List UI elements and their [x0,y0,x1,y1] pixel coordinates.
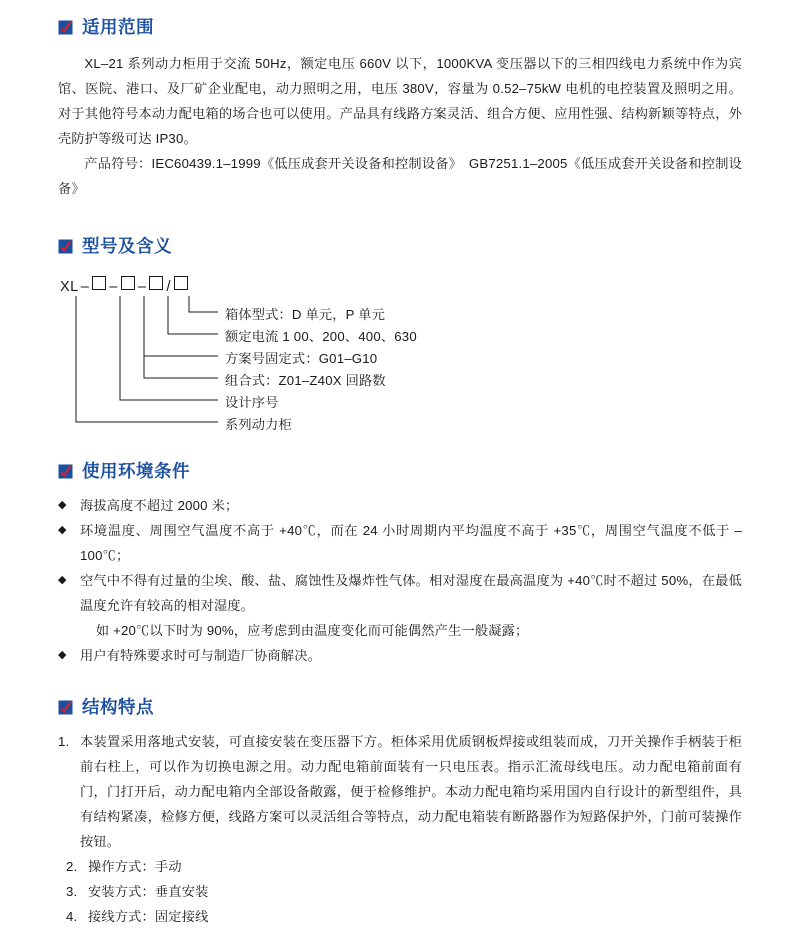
environment-item: ◆ 用户有特殊要求时可与制造厂协商解决。 [58,643,742,668]
structure-item [58,904,742,929]
environment-item: ◆ 海拔高度不超过 2000 米； [58,493,742,518]
blue-check-square-icon [58,464,73,479]
model-label-6: 系列动力柜 [225,417,292,432]
model-code-prefix: XL [60,279,79,295]
structure-item [58,729,742,854]
structure-item-number: 2. [66,859,78,874]
blue-check-square-icon [58,700,73,715]
environment-item: ◆ 环境温度、周围空气温度不高于 +40℃，而在 24 小时周期内平均温度不高于 +35℃，周围空气温度不低于 –100℃； [58,518,742,568]
structure-item [58,854,742,879]
section-title: 型号及含义 [82,236,172,256]
model-code: XL – – – / [60,276,189,295]
section-title: 适用范围 [82,17,154,37]
model-label-1: 箱体型式：D 单元，P 单元 [225,307,386,322]
structure-item-number: 1. [58,734,70,749]
model-label-4: 组合式：Z01–Z40X 回路数 [225,373,386,388]
section-heading-environment [58,458,742,483]
structure-item-text: 安装方式：垂直安装 [88,884,209,899]
section-title: 结构特点 [82,697,154,717]
model-leader-lines [58,276,698,436]
structure-item-number: 4. [66,909,78,924]
structure-item-text: 接线方式：固定接线 [88,909,209,924]
environment-item: ◆ 空气中不得有过量的尘埃、酸、盐、腐蚀性及爆炸性气体。相对湿度在最高温度为 +40℃时不超过 50%，在最低温度允许有较高的相对湿度。 [58,568,742,618]
scope-paragraph-2: 产品符号：IEC60439.1–1999《低压成套开关设备和控制设备》 GB7251.1–2005《低压成套开关设备和控制设备》 [58,156,742,196]
structure-item-text: 操作方式：手动 [88,859,182,874]
section-heading-structure [58,694,742,719]
model-label-5: 设计序号 [225,395,279,410]
structure-item-number: 3. [66,884,78,899]
blue-check-square-icon [58,20,73,35]
section-title: 使用环境条件 [82,461,190,481]
section-heading-model [58,233,742,258]
scope-paragraph-1: XL–21 系列动力柜用于交流 50Hz，额定电压 660V 以下，1000KVA 变压器以下的三相四线电力系统中作为宾馆、医院、港口、及厂矿企业配电，动力照明之用，电压 380V，容量为 0.52–75kW 电机的电控装置及照明之用。对于其他符号本动力配电箱的场合也可以使用。产品具有线路方案灵活、组合方便、应用性强、结构新颖等特点，外壳防护等级可达 IP30。 [58,56,742,146]
structure-item [58,879,742,904]
model-label-3: 方案号固定式：G01–G10 [225,351,378,366]
section-heading-scope [58,14,742,39]
model-designation-diagram [58,276,742,436]
structure-item-text: 本装置采用落地式安装，可直接安装在变压器下方。柜体采用优质钢板焊接或组装而成，刀开关操作手柄装于柜前右柱上，可以作为切换电源之用。动力配电箱前面装有一只电压表。指示汇流母线电压。动力配电箱前面有门，门打开后，动力配电箱内全部设备敞露，便于检修维护。本动力配电箱均采用国内自行设计的新型组件，具有结构紧凑，检修方便，线路方案可以灵活组合等特点，动力配电箱装有断路器作为短路保护外，门前可装操作按钮。 [80,734,742,849]
blue-check-square-icon [58,239,73,254]
model-label-2: 额定电流 1 00、200、400、630 [225,329,417,344]
environment-note: 如 +20℃以下时为 90%，应考虑到由温度变化而可能偶然产生一般凝露； [95,623,529,638]
